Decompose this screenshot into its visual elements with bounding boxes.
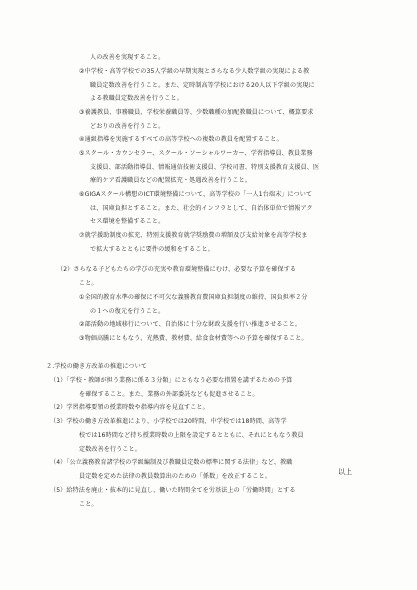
text-line: 人の改善を実現すること。 (90, 54, 165, 61)
text-line: （4）「公立義務教育諸学校の学級編制及び教職員定数の標準に関する法律」など、教職 (50, 459, 293, 466)
text-line: セス環境を整備すること。 (90, 218, 165, 225)
text-line: 職員定数改善を行うこと。また、定時制高等学校における20人以下学級の実現に (90, 82, 315, 89)
text-line: どおりの改善を行うこと。 (90, 123, 165, 130)
text-line: の１への復元を行うこと。 (90, 308, 165, 315)
text-line: を確保すること。また、業務の外部委託なども促進させること。 (79, 391, 259, 398)
text-line: （1）「学校・教師が担う業務に係る３分類」にともなう必要な措置を講ずるための予算 (50, 377, 293, 384)
text-line: （5）給特法を廃止・抜本的に見直し、働いた時間全てを労基法上の「労働時間」とする (50, 487, 296, 494)
text-line: ③養護教員、事務職員、学校栄養職員等、少数職種の加配教職員について、概算要求 (79, 109, 314, 116)
text-line: で拡大するとともに要件の緩和をすること。 (90, 246, 214, 253)
text-line: こと。 (79, 280, 98, 287)
text-line: （3）学校の働き方改革推進により、小学校では20時間、中学校では18時間、高等学 (50, 418, 287, 425)
text-line: は、国庫負担とすること。また、社会的インフラとして、自治体単位で情報アク (90, 205, 313, 212)
text-line: こと。 (79, 501, 98, 508)
text-line: 校では16時間など持ち授業時数の上限を設定するとともに、それにともなう教員 (79, 432, 304, 439)
text-line: 定数改善を行うこと。 (79, 446, 141, 453)
text-line: ⑤スクール・カウンセラー、スクール・ソーシャルワーカー、学習指導員、教員業務 (79, 150, 313, 157)
text-line: ④通級指導を実施するすべての高等学校への複数の教員を配置すること。 (79, 136, 283, 143)
text-line: （2）学習指導要領の授業時数や指導内容を見直すこと。 (50, 404, 209, 411)
text-line: 支援員、部活動指導員、情報通信技術支援員、学校司書、特別支援教育支援員、医 (90, 164, 320, 171)
text-line: ①全国的教育水準の確保に不可欠な義務教育費国庫負担制度の維持、国負担率２分 (79, 294, 308, 301)
text-line: ②部活動の地域移行について、自治体に十分な財政支援を行い推進させること。 (79, 321, 302, 328)
closing-mark: 以上 (338, 468, 352, 476)
text-line: ②中学校・高等学校での35人学級の早期実現とさらなる少人数学級の実現による教 (79, 68, 310, 75)
text-line: ⑥GIGAスクール構想のICT環境整備について、高等学校の「一人1台端末」について (79, 191, 313, 198)
text-line: ２.学校の働き方改革の推進について (46, 363, 148, 370)
text-line: 員定数を定めた法律の教員数算出のための「係数」を改正すること。 (79, 473, 272, 480)
text-line: （2）さらなる子どもたちの学びの充実や教育環境整備にむけ、必要な予算を確保する (57, 266, 297, 273)
text-line: ⑦就学援助制度の拡充、特別支援教育就学奨励費の増額及び支給対象を高等学校ま (79, 232, 308, 239)
text-line: 療的ケア看護職員などの配置拡充・処遇改善を行うこと。 (90, 177, 252, 184)
text-line: よる教職員定数改善を行うこと。 (90, 95, 183, 102)
text-line: ③物価高騰にともなう、光熱費、教材費、給食食材費等への予算を確保すること。 (79, 335, 308, 342)
